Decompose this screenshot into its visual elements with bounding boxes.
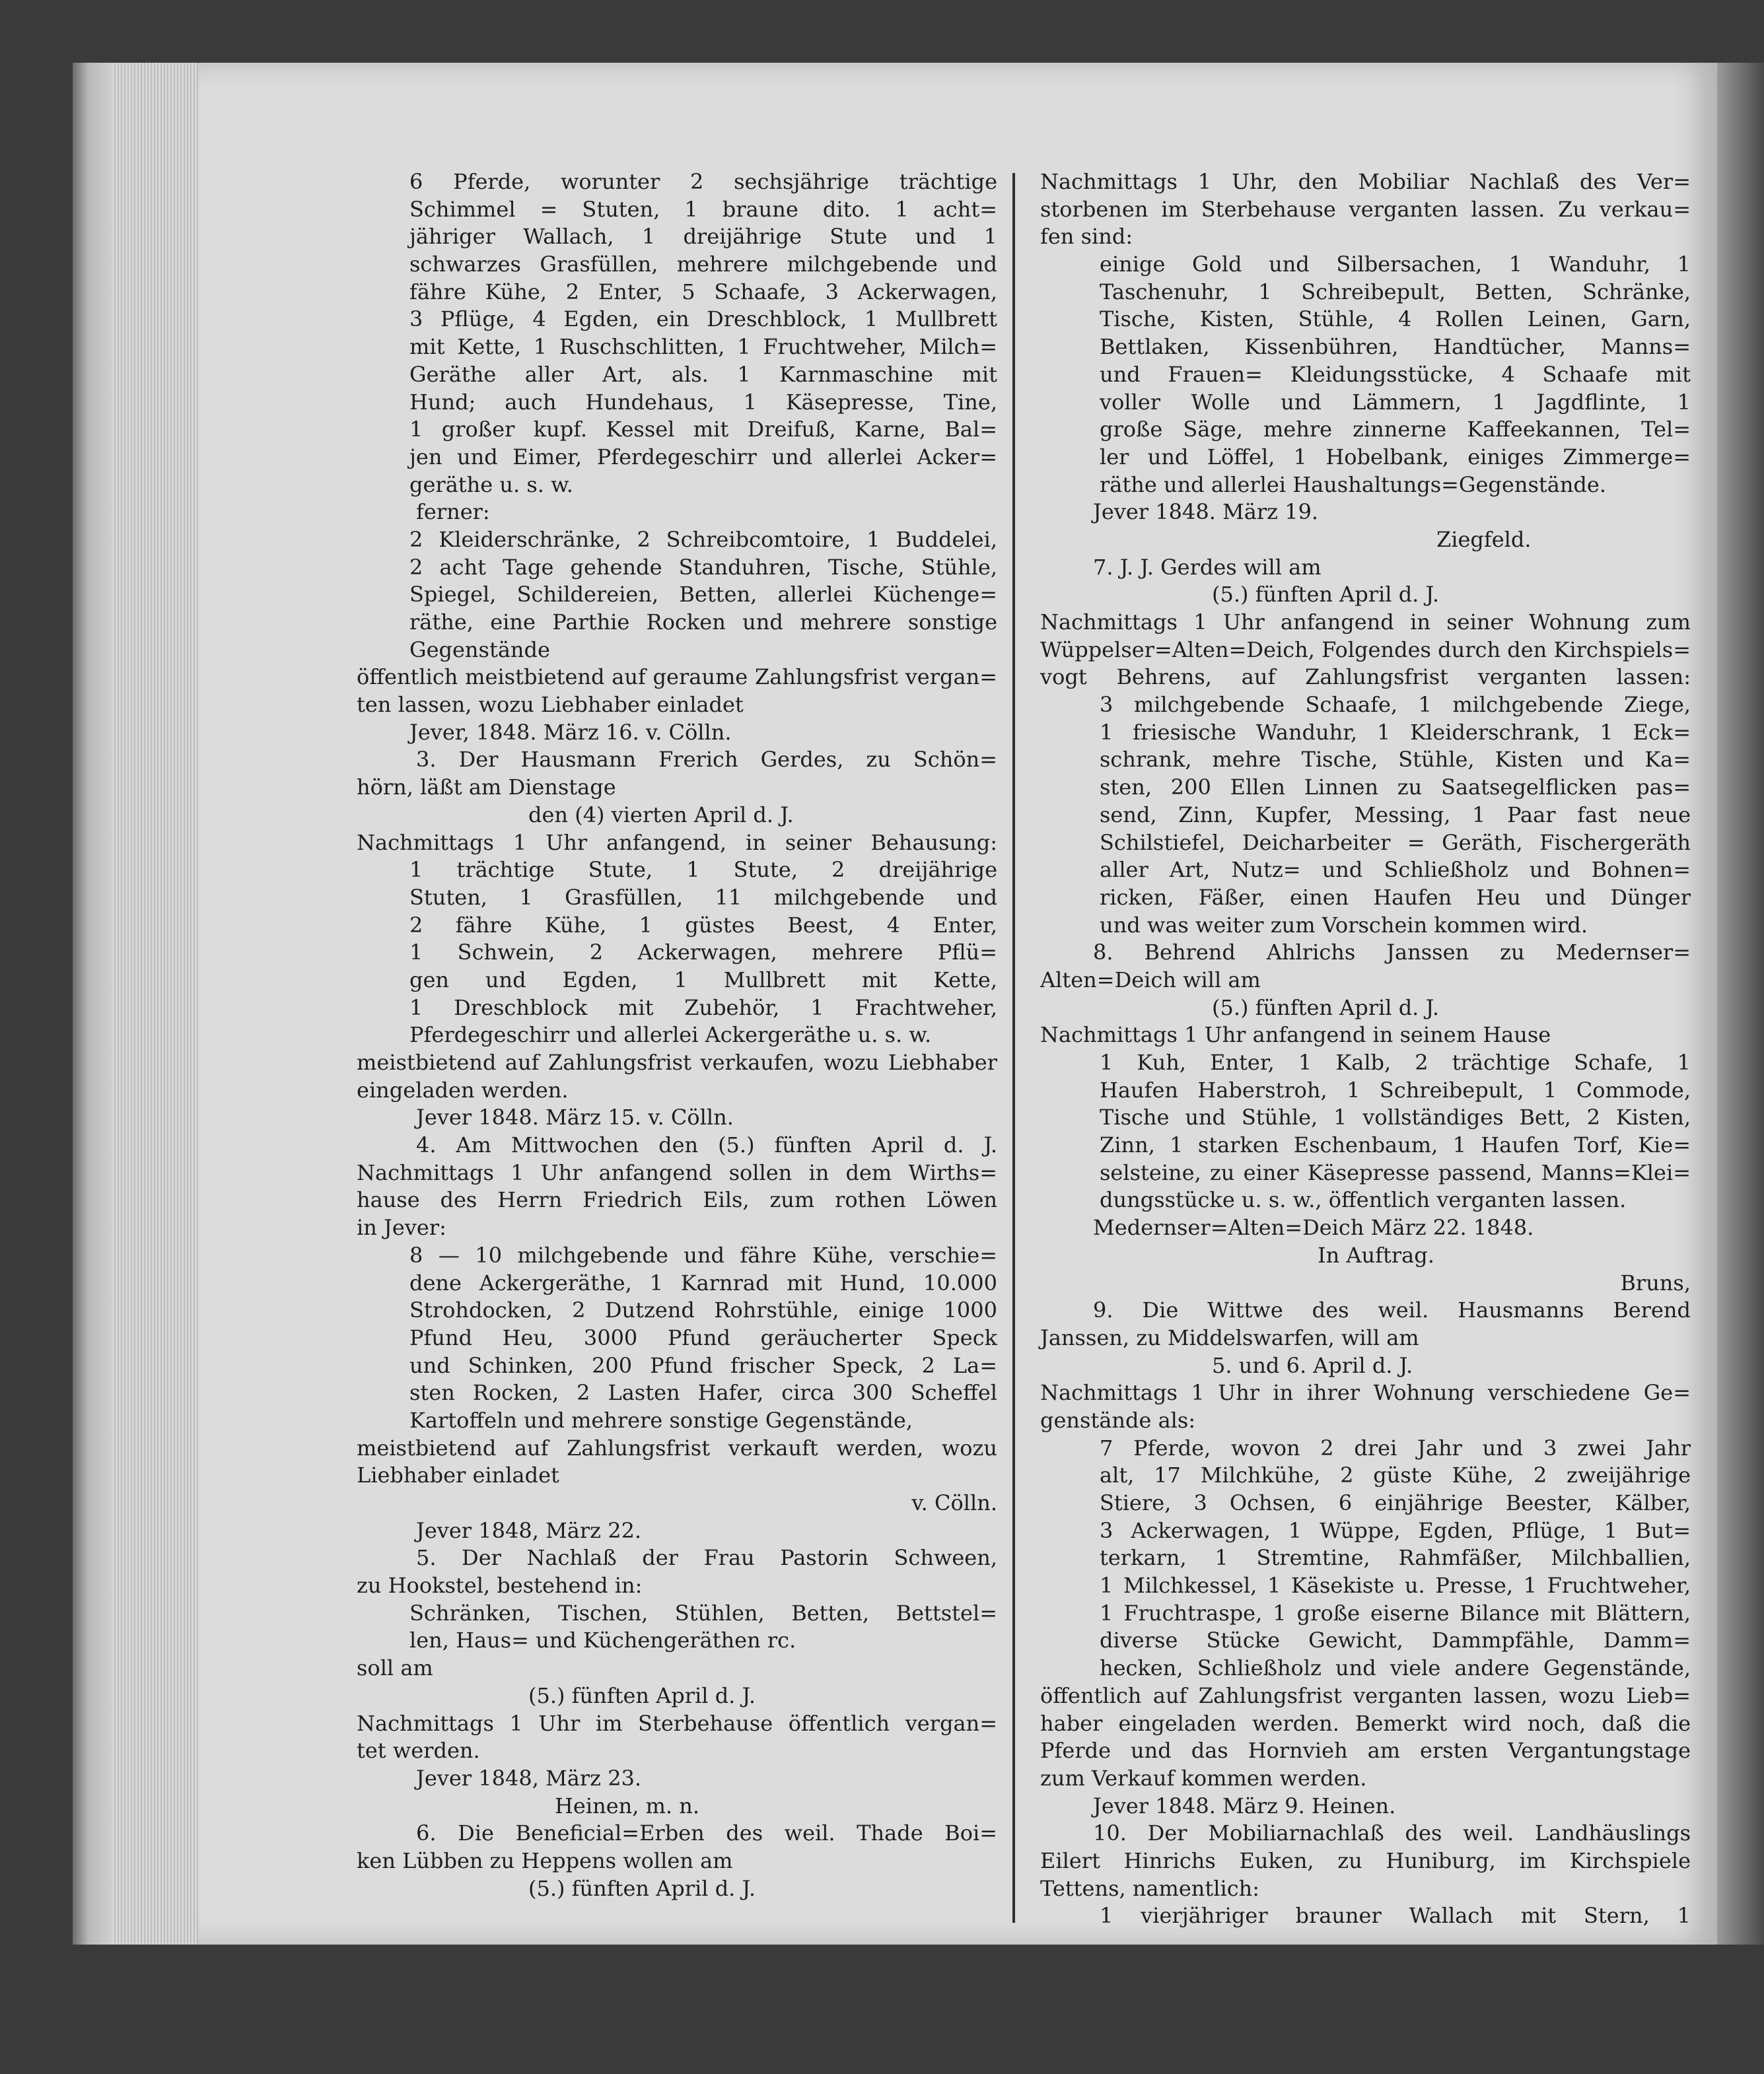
text-line: Gegenstände <box>409 637 550 662</box>
text-line: meistbietend auf Zahlungsfrist verkauft werden, wozu <box>357 1435 997 1461</box>
text-line: Stuten, 1 Grasfüllen, 11 milchgebende und <box>409 884 997 910</box>
text-line: send, Zinn, Kupfer, Messing, 1 Paar fast neue <box>1100 802 1691 827</box>
text-line: terkarn, 1 Stremtine, Rahmfäßer, Milchballien, <box>1100 1545 1691 1571</box>
text-line: (5.) fünften April d. J. <box>1212 582 1440 607</box>
text-line: 7 Pferde, wovon 2 drei Jahr und 3 zwei Jahr <box>1100 1435 1691 1461</box>
book-spine-edge <box>73 63 112 1945</box>
text-line: in Jever: <box>357 1215 446 1241</box>
text-line: Nachmittags 1 Uhr in ihrer Wohnung verschiedene Ge= <box>1040 1380 1691 1406</box>
text-line: 2 acht Tage gehende Standuhren, Tische, Stühle, <box>409 554 997 580</box>
text-line: Zinn, 1 starken Eschenbaum, 1 Haufen Torf, Kie= <box>1100 1132 1691 1158</box>
text-line: 5. und 6. April d. J. <box>1212 1352 1413 1378</box>
text-line: räthe und allerlei Haushaltungs=Gegenstände. <box>1100 471 1607 497</box>
text-line: Jever 1848. März 19. <box>1093 499 1319 525</box>
text-line: Jever 1848, März 23. <box>416 1765 642 1791</box>
text-line: ler und Löffel, 1 Hobelbank, einiges Zimmerge= <box>1100 444 1691 469</box>
text-line: fen sind: <box>1040 224 1133 250</box>
text-line: Bruns, <box>1620 1270 1691 1296</box>
text-line: zum Verkauf kommen werden. <box>1040 1765 1367 1791</box>
text-line: Schimmel = Stuten, 1 braune dito. 1 acht= <box>409 196 997 222</box>
text-line: v. Cölln. <box>911 1490 997 1515</box>
text-line: 3 Pflüge, 4 Egden, ein Dreschblock, 1 Mullbrett <box>409 306 997 332</box>
text-line: 6 Pferde, worunter 2 sechsjährige trächtige <box>409 169 997 194</box>
text-line: Spiegel, Schildereien, Betten, allerlei Küchenge= <box>409 582 997 607</box>
text-line: Eilert Hinrichs Euken, zu Huniburg, im Kirchspiele <box>1040 1848 1691 1873</box>
text-line: Liebhaber einladet <box>357 1463 559 1488</box>
text-line: Heinen, m. n. <box>555 1793 700 1818</box>
text-line: Wüppelser=Alten=Deich, Folgendes durch den Kirchspiels= <box>1040 637 1691 662</box>
text-line: einige Gold und Silbersachen, 1 Wanduhr, 1 <box>1100 252 1691 277</box>
text-line: jähriger Wallach, 1 dreijährige Stute und 1 <box>409 224 997 250</box>
left-text-column <box>357 168 997 1902</box>
text-line: Jever 1848. März 9. Heinen. <box>1093 1793 1396 1818</box>
text-line: Nachmittags 1 Uhr anfangend in seinem Hause <box>1040 1022 1551 1048</box>
column-divider <box>1012 173 1015 1923</box>
text-line: 3 Ackerwagen, 1 Wüppe, Egden, Pflüge, 1 But= <box>1100 1517 1691 1543</box>
text-line: öffentlich auf Zahlungsfrist verganten lassen, wozu Lieb= <box>1040 1682 1691 1708</box>
text-line: Schilstiefel, Deicharbeiter = Geräth, Fischergeräth <box>1100 829 1691 855</box>
text-line: Tische und Stühle, 1 vollständiges Bett, 2 Kisten, <box>1100 1105 1691 1130</box>
text-line: große Säge, mehre zinnerne Kaffeekannen, Tel= <box>1100 417 1691 442</box>
text-line: Alten=Deich will am <box>1040 967 1261 992</box>
text-line: mit Kette, 1 Ruschschlitten, 1 Fruchtweher, Milch= <box>409 334 997 360</box>
text-line: ten lassen, wozu Liebhaber einladet <box>357 692 744 718</box>
text-line: 1 großer kupf. Kessel mit Dreifuß, Karne, Bal= <box>409 417 997 442</box>
text-line: jen und Eimer, Pferdegeschirr und allerlei Acker= <box>409 444 997 469</box>
text-line: Tische, Kisten, Stühle, 4 Rollen Leinen, Garn, <box>1100 306 1691 332</box>
text-line: haber eingeladen werden. Bemerkt wird noch, daß die <box>1040 1710 1691 1736</box>
text-line: selsteine, zu einer Käsepresse passend, Manns=Klei= <box>1100 1159 1691 1185</box>
text-line: und Frauen= Kleidungsstücke, 4 Schaafe mit <box>1100 361 1691 387</box>
text-line: schwarzes Grasfüllen, mehrere milchgebende und <box>409 252 997 277</box>
text-line: Hund; auch Hundehaus, 1 Käsepresse, Tine, <box>409 389 997 415</box>
text-line: Geräthe aller Art, als. 1 Karnmaschine mit <box>409 361 997 387</box>
text-line: Schränken, Tischen, Stühlen, Betten, Bettstel= <box>409 1600 997 1626</box>
text-line: ken Lübben zu Heppens wollen am <box>357 1848 733 1873</box>
text-line: Nachmittags 1 Uhr anfangend in seiner Wohnung zum <box>1040 609 1691 635</box>
text-line: den (4) vierten April d. J. <box>528 802 794 827</box>
text-line: diverse Stücke Gewicht, Dammpfähle, Damm= <box>1100 1628 1691 1653</box>
text-line: (5.) fünften April d. J. <box>1212 994 1440 1020</box>
text-line: Nachmittags 1 Uhr, den Mobiliar Nachlaß des Ver= <box>1040 169 1691 194</box>
text-line: storbenen im Sterbehause verganten lassen. Zu verkau= <box>1040 196 1691 222</box>
text-line: schrank, mehre Tische, Stühle, Kisten und Ka= <box>1100 747 1691 773</box>
text-line: Pfund Heu, 3000 Pfund geräucherter Speck <box>409 1325 997 1350</box>
facing-page-edge <box>1717 63 1764 1945</box>
text-line: Pferdegeschirr und allerlei Ackergeräthe u. s. w. <box>409 1022 932 1048</box>
text-line: (5.) fünften April d. J. <box>528 1875 756 1901</box>
text-line: Jever 1848, März 22. <box>416 1517 642 1543</box>
text-line: Taschenuhr, 1 Schreibepult, Betten, Schränke, <box>1100 279 1691 304</box>
text-line: Jever 1848. März 15. v. Cölln. <box>416 1105 734 1130</box>
text-line: Nachmittags 1 Uhr anfangend, in seiner Behausung: <box>357 829 997 855</box>
text-line: räthe, eine Parthie Rocken und mehrere sonstige <box>409 609 997 635</box>
text-line: Jever, 1848. März 16. v. Cölln. <box>409 719 732 745</box>
text-line: hecken, Schließholz und viele andere Gegenstände, <box>1100 1655 1691 1681</box>
text-line: 5. Der Nachlaß der Frau Pastorin Schween, <box>416 1545 997 1571</box>
text-line: 8 — 10 milchgebende und fähre Kühe, verschie= <box>409 1242 997 1268</box>
text-line: Haufen Haberstroh, 1 Schreibepult, 1 Commode, <box>1100 1077 1691 1103</box>
text-line: alt, 17 Milchkühe, 2 güste Kühe, 2 zweijährige <box>1100 1463 1691 1488</box>
text-line: Nachmittags 1 Uhr im Sterbehause öffentlich vergan= <box>357 1710 997 1736</box>
text-line: 7. J. J. Gerdes will am <box>1093 554 1322 580</box>
text-line: aller Art, Nutz= und Schließholz und Bohnen= <box>1100 857 1691 883</box>
text-line: und was weiter zum Vorschein kommen wird. <box>1100 912 1588 938</box>
text-line: Stiere, 3 Ochsen, 6 einjährige Beester, Kälber, <box>1100 1490 1691 1515</box>
text-line: genstände als: <box>1040 1407 1196 1433</box>
text-line: und Schinken, 200 Pfund frischer Speck, 2 La= <box>409 1352 997 1378</box>
text-line: geräthe u. s. w. <box>409 471 573 497</box>
text-line: Kartoffeln und mehrere sonstige Gegenstände, <box>409 1407 913 1433</box>
text-line: Medernser=Alten=Deich März 22. 1848. <box>1093 1215 1534 1241</box>
text-line: Nachmittags 1 Uhr anfangend sollen in dem Wirths= <box>357 1159 997 1185</box>
text-line: (5.) fünften April d. J. <box>528 1682 756 1708</box>
text-line: fähre Kühe, 2 Enter, 5 Schaafe, 3 Ackerwagen, <box>409 279 997 304</box>
text-line: dene Ackergeräthe, 1 Karnrad mit Hund, 10.000 <box>409 1270 997 1296</box>
text-line: 1 Schwein, 2 Ackerwagen, mehrere Pflü= <box>409 940 997 965</box>
text-line: 1 Dreschblock mit Zubehör, 1 Frachtweher, <box>409 994 997 1020</box>
text-line: 10. Der Mobiliarnachlaß des weil. Landhäuslings <box>1093 1820 1691 1846</box>
text-line: ricken, Fäßer, einen Haufen Heu und Dünger <box>1100 884 1691 910</box>
text-line: 1 vierjähriger brauner Wallach mit Stern, 1 <box>1100 1903 1691 1929</box>
text-line: gen und Egden, 1 Mullbrett mit Kette, <box>409 967 997 992</box>
text-line: 3 milchgebende Schaafe, 1 milchgebende Ziege, <box>1100 692 1691 718</box>
text-line: Strohdocken, 2 Dutzend Rohrstühle, einige 1000 <box>409 1297 997 1323</box>
right-text-column <box>1040 168 1691 1930</box>
text-line: hörn, läßt am Dienstage <box>357 775 616 800</box>
text-line: Ziegfeld. <box>1436 526 1532 552</box>
text-line: 9. Die Wittwe des weil. Hausmanns Berend <box>1093 1297 1691 1323</box>
text-line: Bettlaken, Kissenbühren, Handtücher, Manns= <box>1100 334 1691 360</box>
text-line: 3. Der Hausmann Frerich Gerdes, zu Schön= <box>416 747 997 773</box>
text-line: 1 Milchkessel, 1 Käsekiste u. Presse, 1 Fruchtweher, <box>1100 1573 1691 1599</box>
text-line: dungsstücke u. s. w., öffentlich verganten lassen. <box>1100 1187 1627 1213</box>
text-line: 1 Kuh, Enter, 1 Kalb, 2 trächtige Schafe, 1 <box>1100 1050 1691 1075</box>
text-line: sten, 200 Ellen Linnen zu Saatsegelflicken pas= <box>1100 775 1691 800</box>
text-line: voller Wolle und Lämmern, 1 Jagdflinte, 1 <box>1100 389 1691 415</box>
text-line: 2 fähre Kühe, 1 güstes Beest, 4 Enter, <box>409 912 997 938</box>
text-line: eingeladen werden. <box>357 1077 569 1103</box>
text-line: sten Rocken, 2 Lasten Hafer, circa 300 Scheffel <box>409 1380 997 1406</box>
text-line: tet werden. <box>357 1738 480 1764</box>
text-line: vogt Behrens, auf Zahlungsfrist verganten lassen: <box>1040 664 1691 690</box>
text-line: len, Haus= und Küchengeräthen rc. <box>409 1628 796 1653</box>
text-line: 1 trächtige Stute, 1 Stute, 2 dreijährige <box>409 857 997 883</box>
text-line: 1 Fruchtraspe, 1 große eiserne Bilance mit Blättern, <box>1100 1600 1691 1626</box>
text-line: öffentlich meistbietend auf geraume Zahlungsfrist vergan= <box>357 664 997 690</box>
text-line: Janssen, zu Middelswarfen, will am <box>1040 1325 1419 1350</box>
text-line: soll am <box>357 1655 433 1681</box>
page-stack-edge <box>112 63 211 1945</box>
text-line: Tettens, namentlich: <box>1040 1875 1260 1901</box>
text-line: ferner: <box>416 499 490 525</box>
text-line: 4. Am Mittwochen den (5.) fünften April d. J. <box>416 1132 997 1158</box>
text-line: 2 Kleiderschränke, 2 Schreibcomtoire, 1 Buddelei, <box>409 526 997 552</box>
text-line: hause des Herrn Friedrich Eils, zum rothen Löwen <box>357 1187 997 1213</box>
text-line: Pferde und das Hornvieh am ersten Vergantungstage <box>1040 1738 1691 1764</box>
text-line: 6. Die Beneficial=Erben des weil. Thade Boi= <box>416 1820 997 1846</box>
text-line: In Auftrag. <box>1318 1242 1434 1268</box>
text-line: 8. Behrend Ahlrichs Janssen zu Medernser= <box>1093 940 1691 965</box>
text-line: 1 friesische Wanduhr, 1 Kleiderschrank, 1 Eck= <box>1100 719 1691 745</box>
text-line: meistbietend auf Zahlungsfrist verkaufen, wozu Liebhaber <box>357 1050 997 1075</box>
text-line: zu Hookstel, bestehend in: <box>357 1573 643 1599</box>
